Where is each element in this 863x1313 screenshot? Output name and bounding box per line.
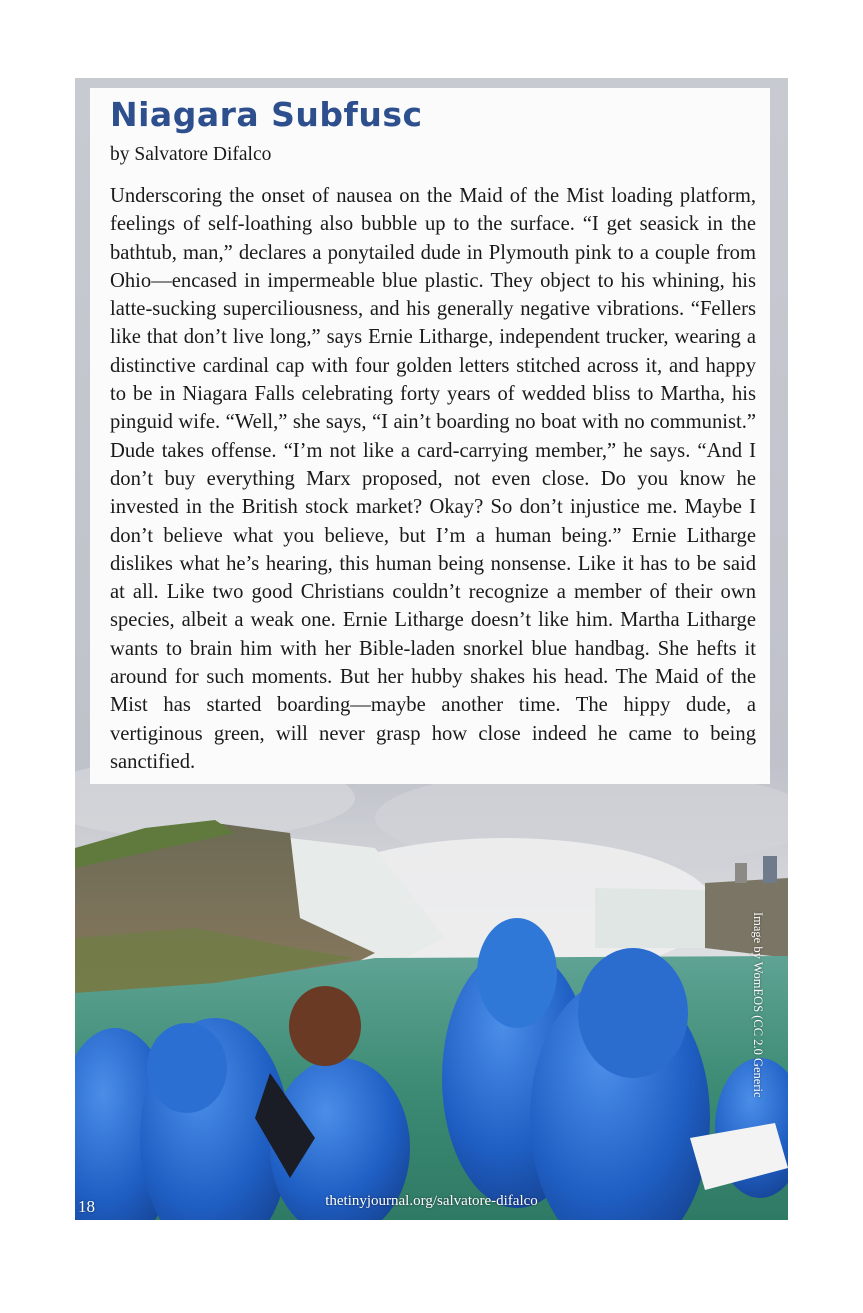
- footer-url: thetinyjournal.org/salvatore-difalco: [325, 1193, 538, 1209]
- article-panel: [90, 88, 770, 784]
- article-byline: by Salvatore Difalco: [110, 144, 272, 165]
- article-body: Underscoring the onset of nausea on the Maid of the Mist loading platform, feelings of self-loathing also bubble up to the surface. “I get seasick in the bathtub, man,” declares a ponytailed dude in Plymouth pink to a couple from Ohio—encased in impermeable blue plastic. They object to his whining, his latte-sucking superciliousness, and his generally negative vibrations. “Fellers like that don’t live long,” says Ernie Litharge, independent trucker, wearing a distinctive cardinal cap with four golden letters stitched across it, and happy to be in Niagara Falls celebrating forty years of wedded bliss to Martha, his pinguid wife. “Well,” she says, “I ain’t boarding no boat with no communist.” Dude takes offense. “I’m not like a card-carrying member,” he says. “And I don’t buy everything Marx proposed, not even close. Do you know he invested in the British stock market? Okay? So don’t injustice me. Maybe I don’t believe what you believe, but I’m a human being.” Ernie Litharge dislikes what he’s hearing, this human being nonsense. Like it has to be said at all. Like two good Christians couldn’t recognize a member of their own species, albeit a weak one. Ernie Litharge doesn’t like him. Martha Litharge wants to brain him with her Bible-laden snorkel blue handbag. She hefts it around for such moments. But her hubby shakes his head. The Maid of the Mist has started boarding—maybe another time. The hippy dude, a vertiginous green, will never grasp how close indeed he came to being sanctified.: [110, 185, 756, 773]
- article-title: Niagara Subfusc: [110, 95, 423, 134]
- page-number: 18: [78, 1197, 95, 1216]
- image-credit: Image by WomEOS (CC 2.0 Generic: [751, 912, 765, 1098]
